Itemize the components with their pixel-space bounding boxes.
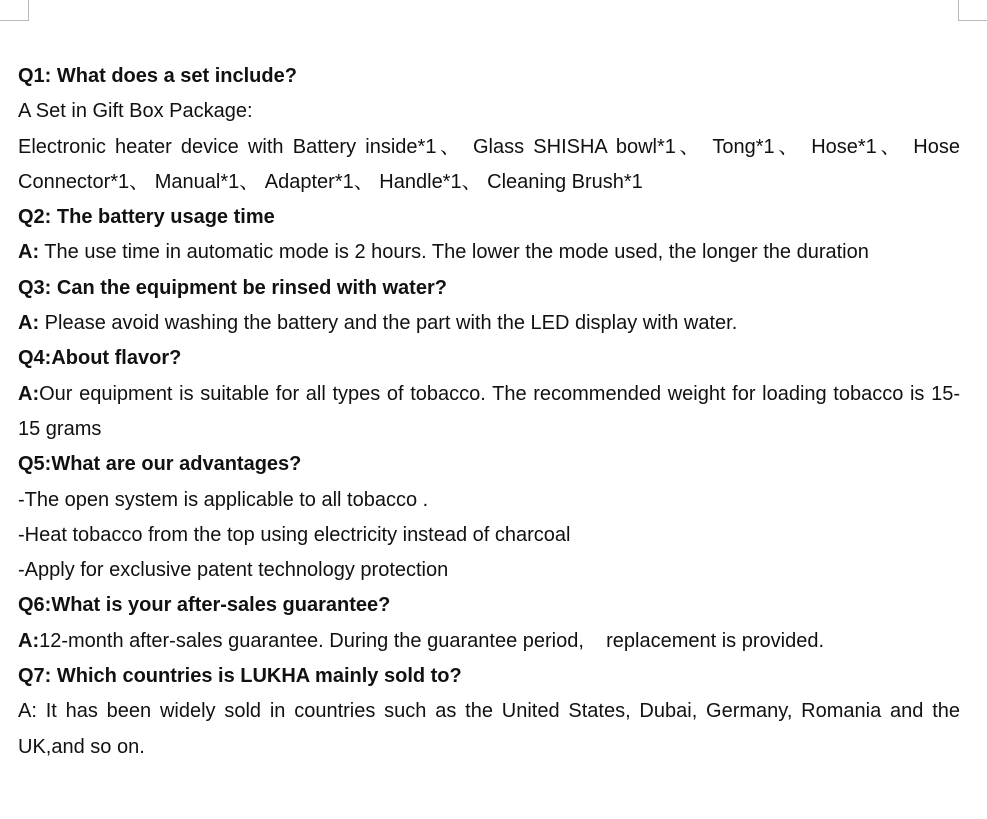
faq-q7-question: Q7: Which countries is LUKHA mainly sold to?: [18, 665, 462, 688]
page-corner-mark-right: [958, 0, 987, 21]
faq-q1-intro: A Set in Gift Box Package:: [18, 100, 253, 123]
faq-q6-answer-prefix: A:: [18, 629, 40, 652]
faq-q3-answer: Please avoid washing the battery and the part with the LED display with water.: [39, 312, 738, 335]
faq-q4-question: Q4:About flavor?: [18, 347, 182, 370]
faq-q1-question: Q1: What does a set include?: [18, 65, 297, 87]
faq-q4-answer-line: [18, 377, 960, 448]
faq-q6-question: Q6:What is your after-sales guarantee?: [18, 594, 391, 617]
faq-q4-answer-prefix: A:: [18, 382, 40, 405]
faq-q6-answer: 12-month after-sales guarantee. During the guarantee period, replacement is provided.: [39, 629, 825, 652]
faq-q7-answer: A: It has been widely sold in countries such as the United States, Dubai, Germany, Romania and the UK,and so on.: [18, 700, 960, 758]
faq-q1-answer: Electronic heater device with Battery inside*1、 Glass SHISHA bowl*1、 Tong*1、 Hose*1、 Hose Connector*1、 Manual*1、 Adapter*1、 Handle*1、 Cleaning Brush*1: [18, 135, 960, 193]
faq-q3-question: Q3: Can the equipment be rinsed with water?: [18, 276, 447, 299]
faq-q3-answer-line: [18, 306, 960, 341]
faq-q5-point: -The open system is applicable to all tobacco .: [18, 488, 429, 511]
faq-q2-answer-prefix: A:: [18, 241, 40, 264]
faq-q4-answer: Our equipment is suitable for all types of tobacco. The recommended weight for loading tobacco is 15-15 grams: [18, 382, 960, 440]
faq-q3-answer-prefix: A:: [18, 312, 40, 335]
faq-q6-answer-line: [18, 624, 960, 659]
faq-q5-point: -Apply for exclusive patent technology protection: [18, 559, 449, 582]
faq-q2-answer-line: [18, 235, 960, 270]
faq-document: [18, 59, 960, 765]
faq-q2-answer: The use time in automatic mode is 2 hours. The lower the mode used, the longer the duration: [39, 241, 869, 264]
faq-q5-point: -Heat tobacco from the top using electricity instead of charcoal: [18, 523, 571, 546]
faq-q5-question: Q5:What are our advantages?: [18, 453, 302, 476]
faq-q2-question: Q2: The battery usage time: [18, 206, 275, 229]
page-corner-mark-left: [0, 0, 29, 21]
